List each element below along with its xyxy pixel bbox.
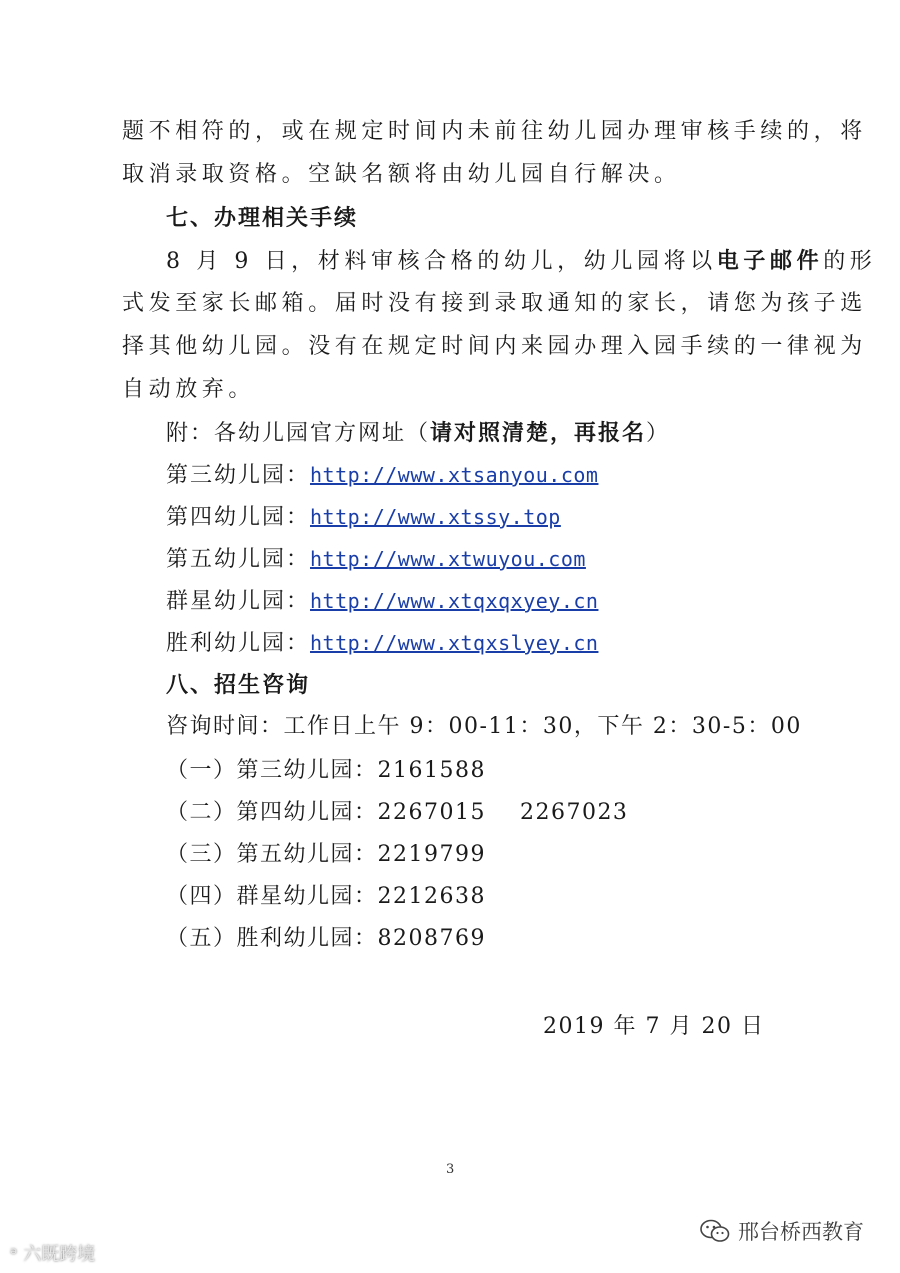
website-line [166, 544, 586, 575]
appendix-line [166, 418, 670, 449]
watermark-right [700, 1216, 864, 1246]
paragraph-line: 自动放弃。 [122, 377, 256, 402]
contact-line: （三）第五幼儿园：2219799 [166, 842, 486, 867]
emphasis-text: 电子邮件 [716, 248, 824, 274]
paragraph-line: 题不相符的，或在规定时间内未前往幼儿园办理审核手续的，将 [122, 119, 867, 144]
watermark-text: 六既跨境 [23, 1244, 96, 1265]
emphasis-text: 请对照清楚，再报名 [430, 420, 647, 446]
text-span: 8 月 9 日，材料审核合格的幼儿，幼儿园将以 [166, 249, 717, 274]
paragraph-line: 择其他幼儿园。没有在规定时间内来园办理入园手续的一律视为 [122, 334, 867, 359]
paragraph-line: 式发至家长邮箱。届时没有接到录取通知的家长，请您为孩子选 [122, 291, 867, 316]
website-line [166, 460, 598, 491]
page-number: 3 [446, 1162, 455, 1177]
kindergarten-name: 群星幼儿园： [166, 589, 311, 614]
website-link[interactable]: http://www.xtwuyou.com [310, 547, 586, 571]
consult-time: 咨询时间：工作日上午 9：00-11：30，下午 2：30-5：00 [166, 714, 802, 739]
watermark-left [10, 1240, 95, 1266]
website-line [166, 586, 598, 617]
website-link[interactable]: http://www.xtqxslyey.cn [310, 631, 599, 655]
section-heading-7: 七、办理相关手续 [166, 205, 359, 231]
contact-line: （五）胜利幼儿园：8208769 [166, 926, 486, 951]
kindergarten-name: 第三幼儿园： [166, 463, 311, 488]
website-line [166, 502, 561, 533]
website-link[interactable]: http://www.xtssy.top [310, 505, 561, 529]
text-span: 的形 [823, 249, 877, 274]
watermark-logo-icon: ᵊ [10, 1244, 18, 1265]
contact-line: （四）群星幼儿园：2212638 [166, 884, 486, 909]
wechat-icon [700, 1218, 730, 1244]
kindergarten-name: 第五幼儿园： [166, 547, 311, 572]
website-line [166, 628, 598, 659]
website-link[interactable]: http://www.xtsanyou.com [310, 463, 599, 487]
paragraph-line: 取消录取资格。空缺名额将由幼儿园自行解决。 [122, 162, 681, 187]
text-span: ） [646, 421, 671, 446]
text-span: 附：各幼儿园官方网址（ [166, 421, 431, 446]
kindergarten-name: 胜利幼儿园： [166, 631, 311, 656]
website-link[interactable]: http://www.xtqxqxyey.cn [310, 589, 599, 613]
paragraph-line [166, 246, 876, 277]
contact-line: （一）第三幼儿园：2161588 [166, 758, 486, 783]
section-heading-8: 八、招生咨询 [166, 672, 311, 698]
contact-line: （二）第四幼儿园：2267015 2267023 [166, 800, 629, 825]
watermark-text: 邢台桥西教育 [738, 1220, 864, 1244]
document-date: 2019 年 7 月 20 日 [543, 1014, 765, 1039]
kindergarten-name: 第四幼儿园： [166, 505, 311, 530]
